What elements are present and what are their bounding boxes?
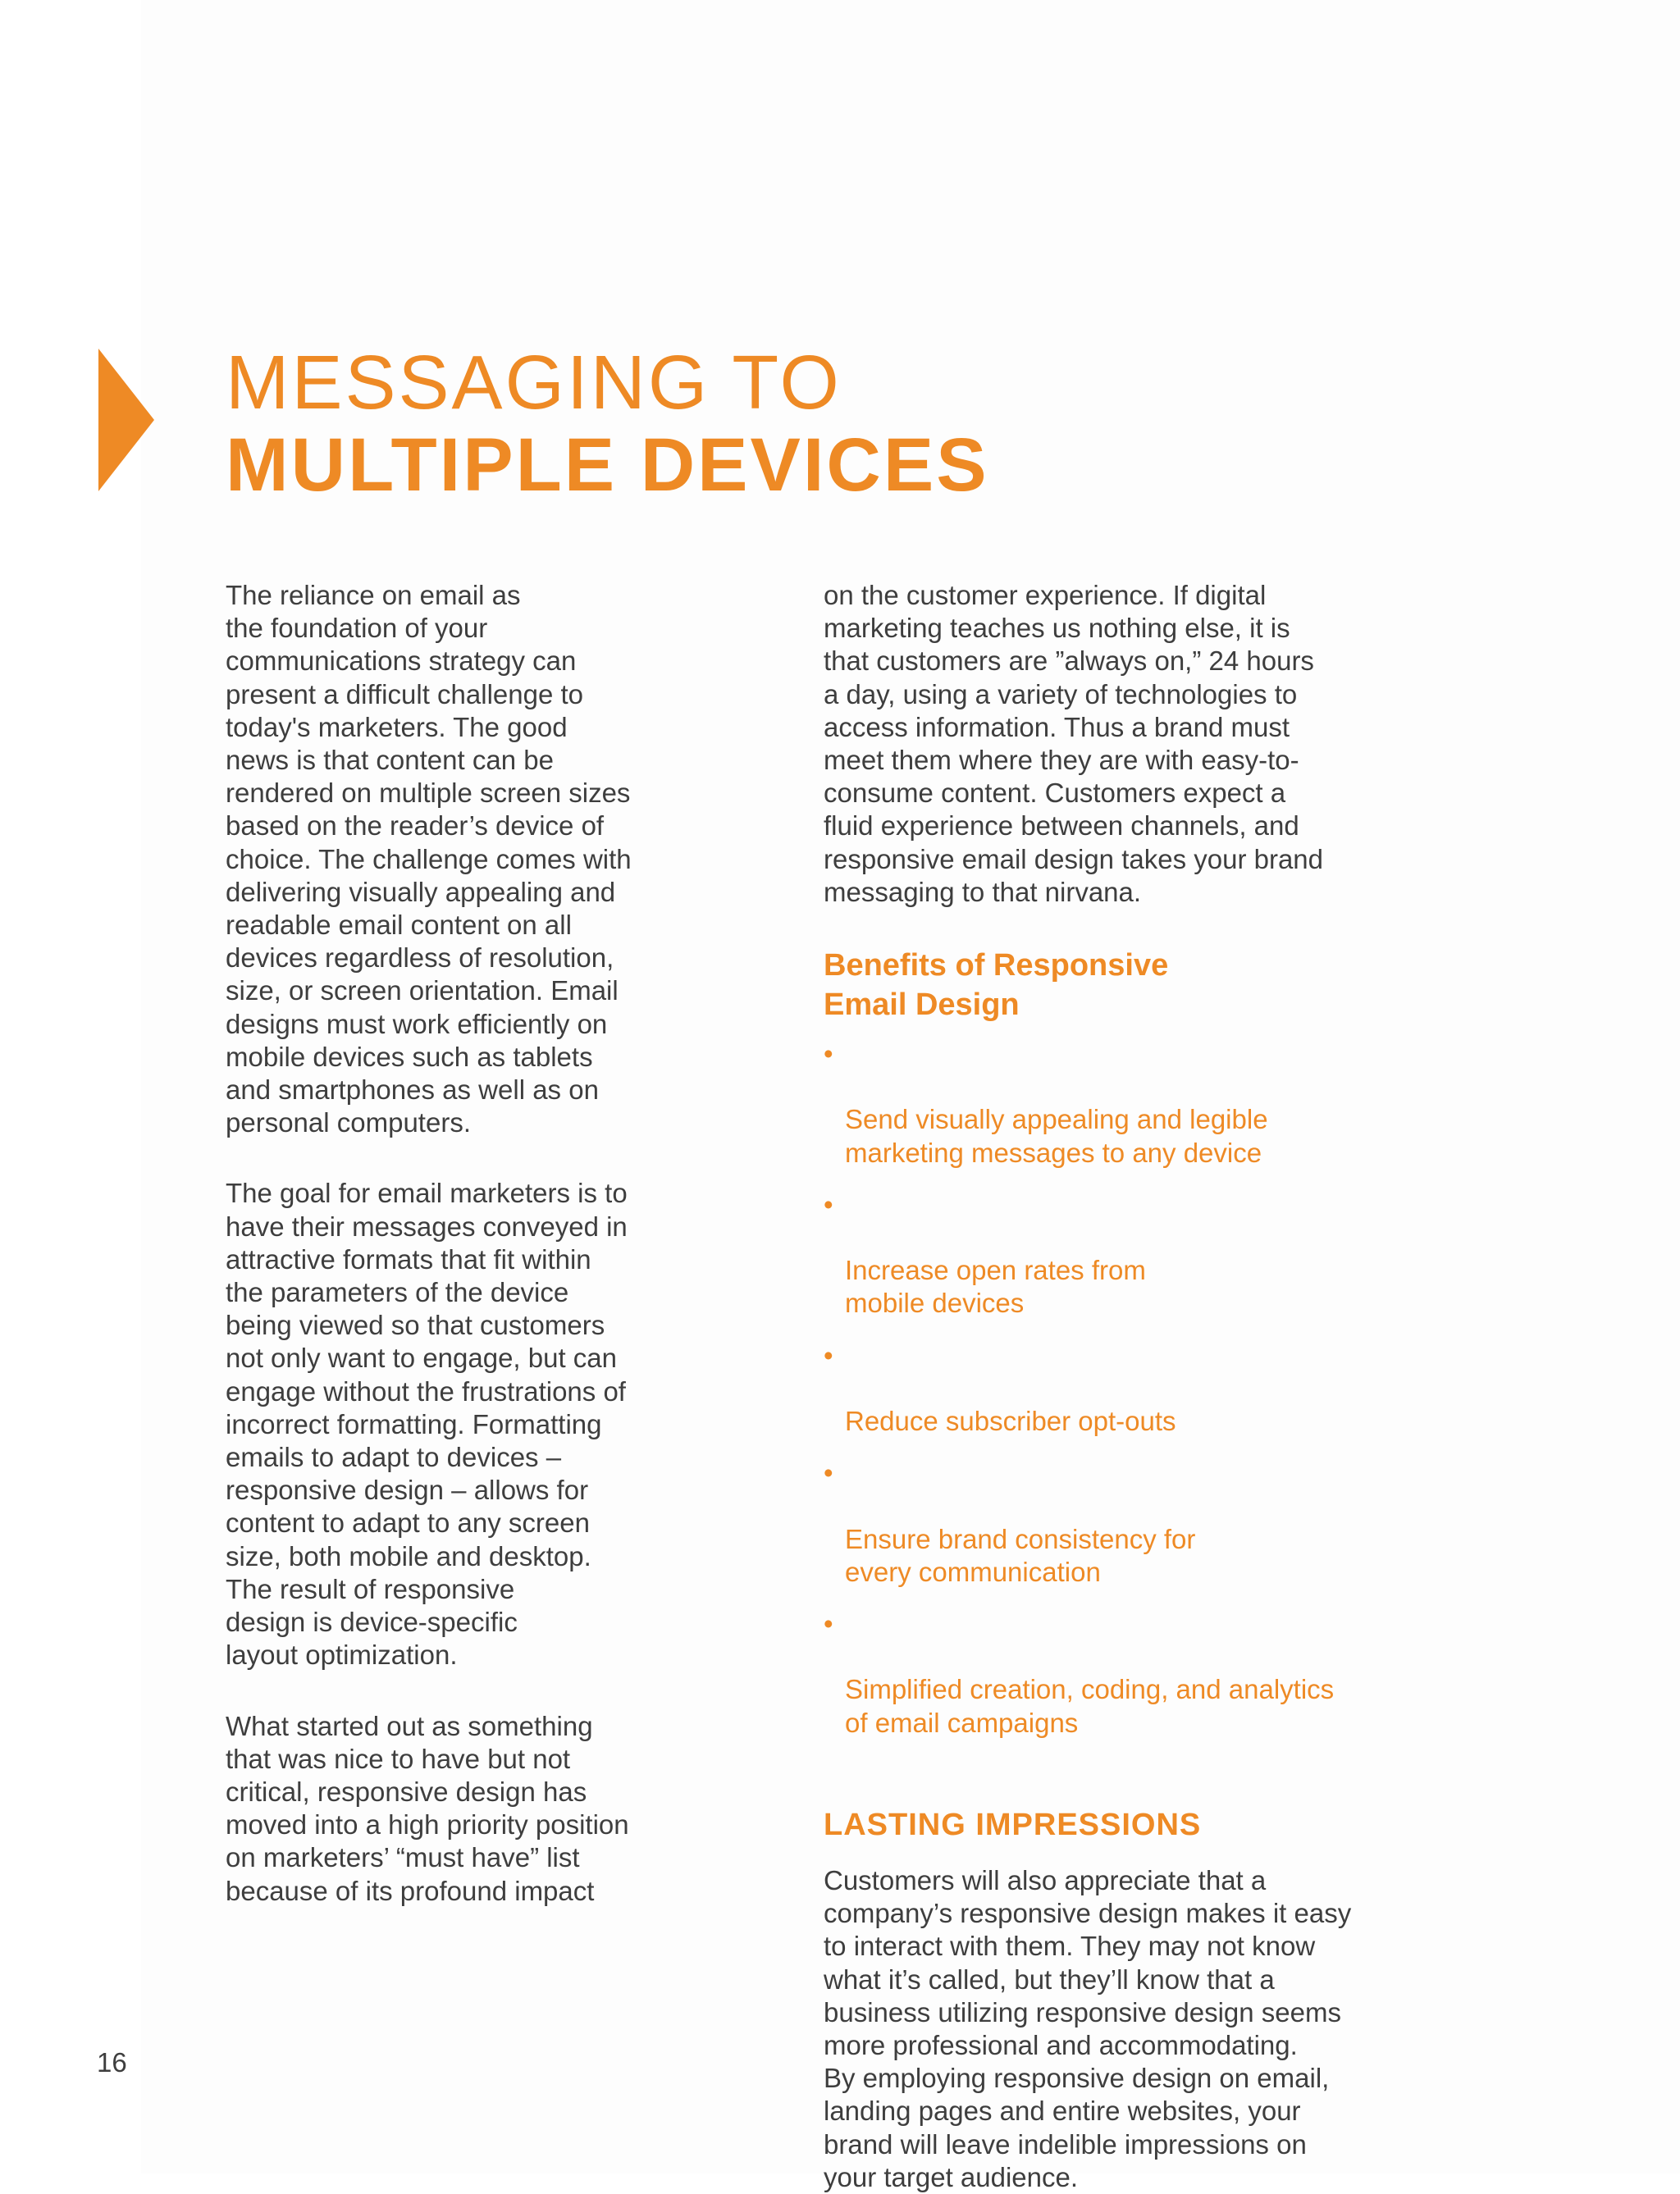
- title-line-1: MESSAGING TO: [226, 340, 842, 425]
- benefit-item: [824, 1038, 1431, 1170]
- bullet-icon: •: [824, 1038, 833, 1070]
- benefit-item: [824, 1339, 1431, 1439]
- title-line-2: MULTIPLE DEVICES: [226, 423, 989, 507]
- benefits-list: [824, 1038, 1431, 1740]
- bullet-icon: •: [824, 1188, 833, 1220]
- right-column: [824, 579, 1431, 2194]
- body-paragraph: The reliance on email as the foundation of your communications strategy can present a difficult challenge to today's marketers. The good news is that content can be rendered on multiple screen sizes based on the reader’s device of choice. The challenge comes with delivering visually appealing and readable email content on all devices regardless of resolution, size, or screen orientation. Email designs must work efficiently on mobile devices such as tablets and smartphones as well as on personal computers.: [226, 580, 632, 1138]
- body-paragraph: on the customer experience. If digital marketing teaches us nothing else, it is that customers are ”always on,” 24 hours a day, using a variety of technologies to access information. Thus a brand must meet them where they are with easy-to- consume content. Customers expect a fluid experience between channels, and responsive email design takes your brand messaging to that nirvana.: [824, 580, 1324, 907]
- bullet-icon: •: [824, 1339, 833, 1371]
- benefit-text: Simplified creation, coding, and analytics of email campaigns: [845, 1674, 1335, 1738]
- lasting-impressions-heading: LASTING IMPRESSIONS: [824, 1807, 1202, 1842]
- page-title: [226, 340, 989, 507]
- benefit-item: [824, 1188, 1431, 1321]
- bullet-icon: •: [824, 1608, 833, 1640]
- benefits-heading: Benefits of Responsive Email Design: [824, 948, 1169, 1023]
- triangle-right-icon: [98, 349, 154, 491]
- body-paragraph: Customers will also appreciate that a company’s responsive design makes it easy to interact with them. They may not know what it’s called, but they’ll know that a business utilizing responsive design seems more professional and accommodating. By employing responsive design on email, landing pages and entire websites, your brand will leave indelible impressions on your target audience.: [824, 1864, 1352, 2192]
- body-paragraph: What started out as something that was nice to have but not critical, responsive design has moved into a high priority position on marketers’ “must have” list because of its profound impact: [226, 1710, 629, 1906]
- benefit-text: Ensure brand consistency for every communication: [845, 1523, 1196, 1587]
- benefit-text: Send visually appealing and legible marketing messages to any device: [845, 1104, 1268, 1168]
- page-number: 16: [97, 2047, 127, 2078]
- benefit-text: Increase open rates from mobile devices: [845, 1255, 1146, 1319]
- benefit-text: Reduce subscriber opt-outs: [845, 1406, 1176, 1437]
- benefit-item: [824, 1608, 1431, 1740]
- body-paragraph: The goal for email marketers is to have their messages conveyed in attractive formats that fit within the parameters of the device being viewed so that customers not only want to engage, but can engage without the frustrations of incorrect formatting. Formatting emails to adapt to devices – responsive design – allows for content to adapt to any screen size, both mobile and desktop. The result of responsive design is device-specific layout optimization.: [226, 1178, 628, 1671]
- benefit-item: [824, 1457, 1431, 1589]
- left-column: [226, 579, 710, 1908]
- bullet-icon: •: [824, 1457, 833, 1489]
